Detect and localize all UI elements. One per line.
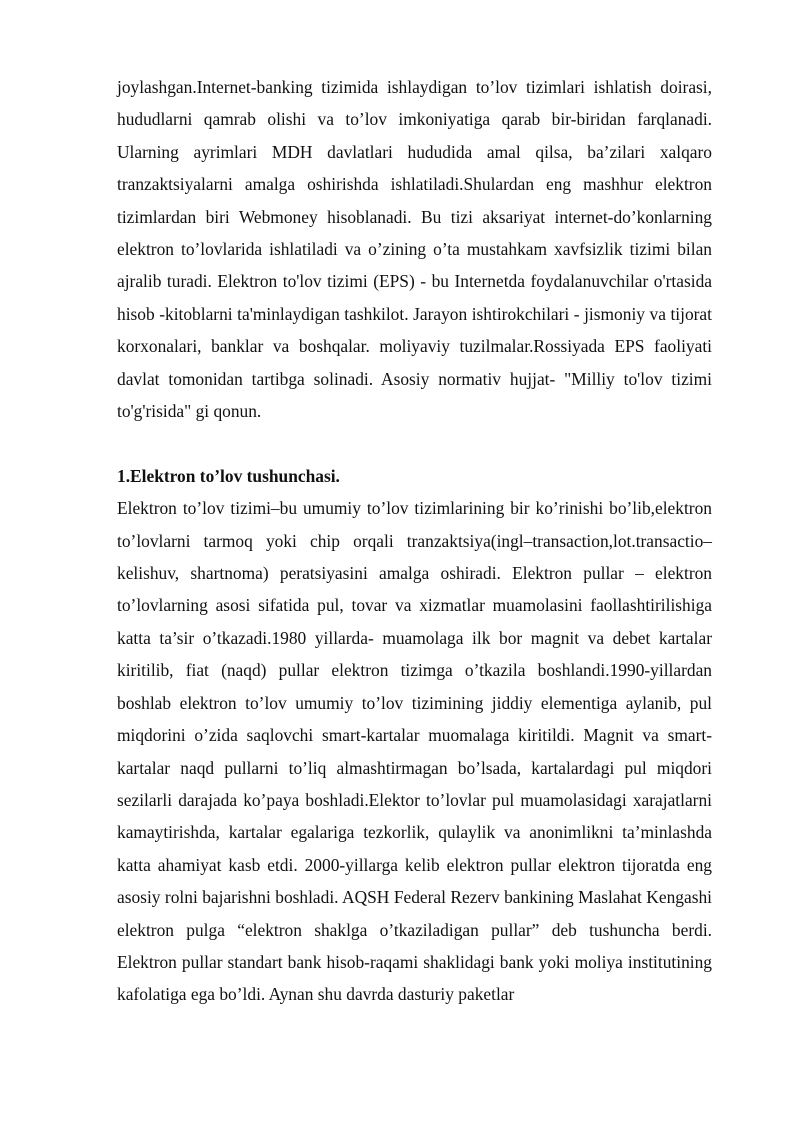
document-page bbox=[117, 71, 712, 1011]
section-heading: 1.Elektron to’lov tushunchasi. bbox=[117, 465, 340, 486]
body-paragraph: Elektron to’lov tizimi–bu umumiy to’lov tizimlarining bir ko’rinishi bo’lib,elektron to’lovlarni tarmoq yoki chip orqali tranzaktsiya(ingl–transaction,lot.transactio–kelishuv, shartnoma) peratsiyasini amalga oshiradi. Elektron pullar – elektron to’lovlarning asosi sifatida pul, tovar va xizmatlar muamolasini faollashtirilishiga katta ta’sir o’tkazadi.1980 yillarda- muamolaga ilk bor magnit va debet kartalar kiritilib, fiat (naqd) pullar elektron tizimga o’tkazila boshlandi.1990-yillardan boshlab elektron to’lov umumiy to’lov tizimining jiddiy elementiga aylanib, pul miqdorini o’zida saqlovchi smart-kartalar muomalaga kiritildi. Magnit va smart-kartalar naqd pullarni to’liq almashtirmagan bo’lsada, kartalardagi pul miqdori sezilarli darajada ko’paya boshladi.Elektor to’lovlar pul muamolasidagi xarajatlarni kamaytirishda, kartalar egalariga tezkorlik, qulaylik va anonimlikni ta’minlashda katta ahamiyat kasb etdi. 2000-yillarga kelib elektron pullar elektron tijoratda eng asosiy rolni bajarishni boshladi. AQSH Federal Rezerv bankining Maslahat Kengashi elektron pulga “elektron shaklga o’tkaziladigan pullar” deb tushuncha berdi. Elektron pullar standart bank hisob-raqami shaklidagi bank yoki moliya institutining kafolatiga ega bo’ldi. Aynan shu davrda dasturiy paketlar bbox=[117, 498, 712, 1005]
paragraph-gap bbox=[117, 427, 712, 459]
body-paragraph: joylashgan.Internet-banking tizimida ishlaydigan to’lov tizimlari ishlatish doirasi, hududlarni qamrab olishi va to’lov imkoniyatiga qarab bir-biridan farqlanadi. Ularning ayrimlari MDH davlatlari hududida amal qilsa, ba’zilari xalqaro tranzaktsiyalarni amalga oshirishda ishlatiladi.Shulardan eng mashhur elektron tizimlardan biri Webmoney hisoblanadi. Bu tizi aksariyat internet-do’konlarning elektron to’lovlarida ishlatiladi va o’zining o’ta mustahkam xavfsizlik tizimi bilan ajralib turadi. Elektron to'lov tizimi (EPS) - bu Internetda foydalanuvchilar o'rtasida hisob -kitoblarni ta'minlaydigan tashkilot. Jarayon ishtirokchilari - jismoniy va tijorat korxonalari, banklar va boshqalar. moliyaviy tuzilmalar.Rossiyada EPS faoliyati davlat tomonidan tartibga solinadi. Asosiy normativ hujjat- "Milliy to'lov tizimi to'g'risida" gi qonun. bbox=[117, 77, 712, 422]
